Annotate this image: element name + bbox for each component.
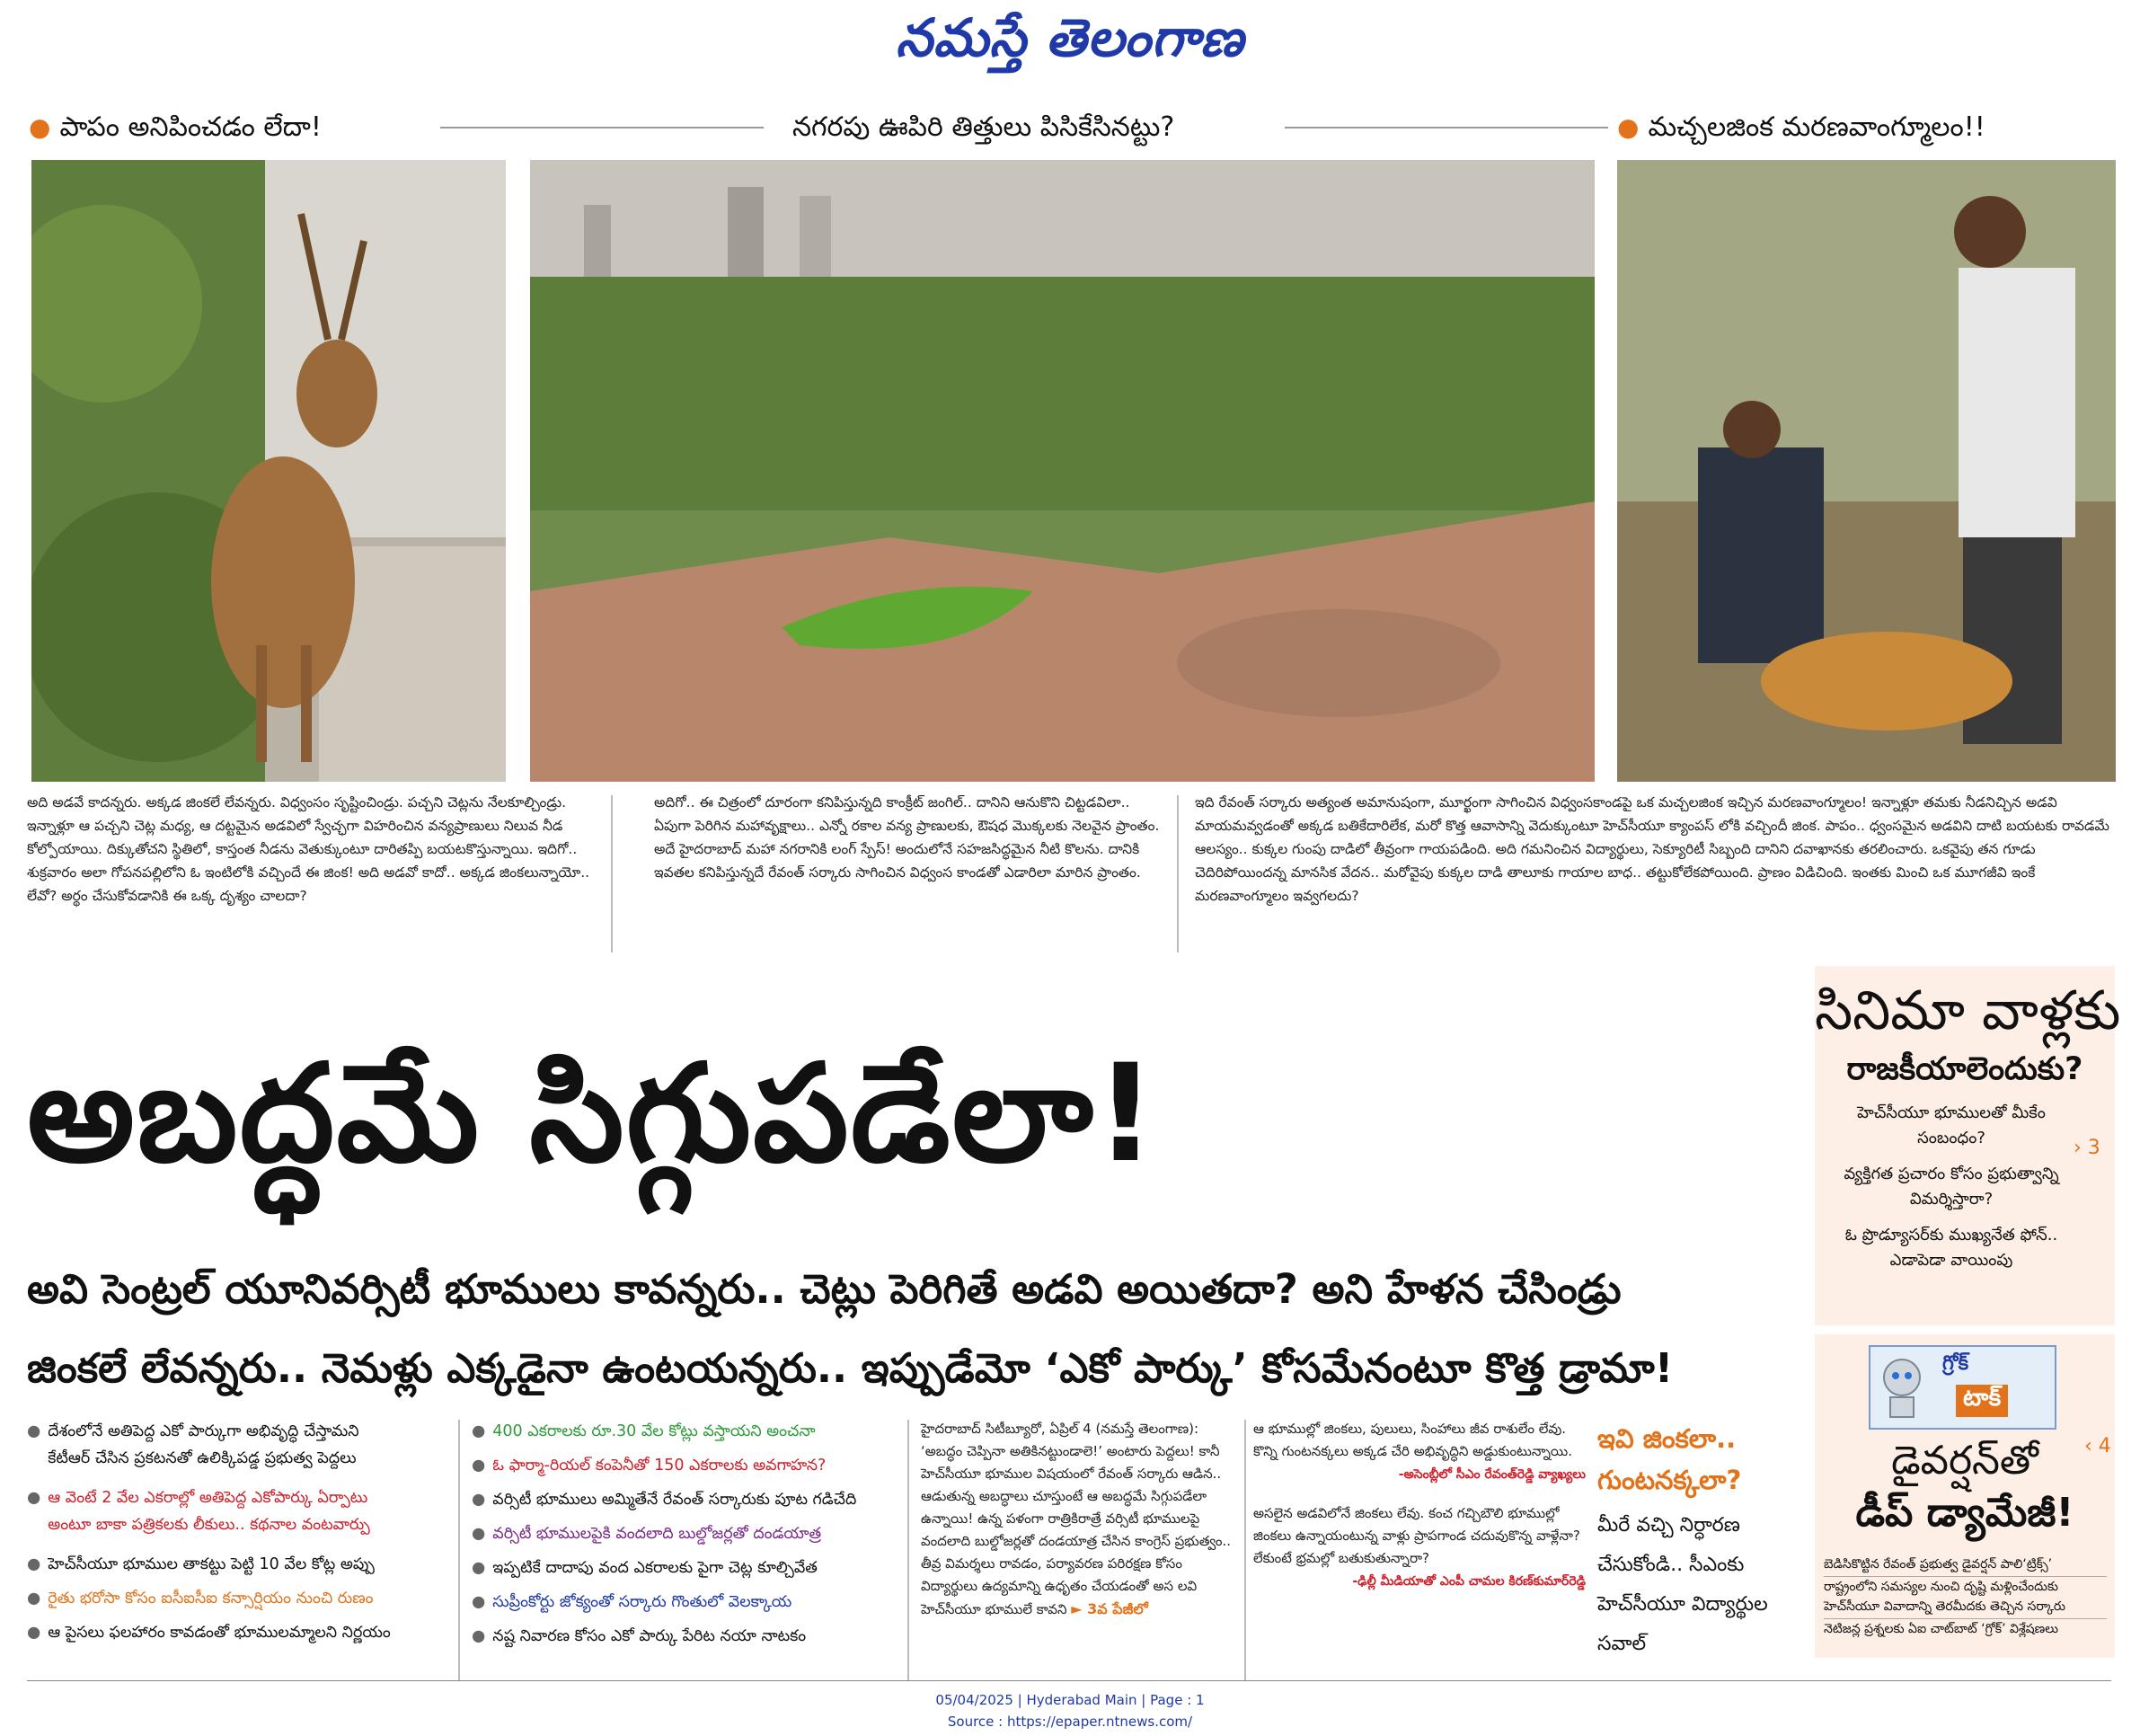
divider [458,1420,460,1680]
list-item [27,1585,463,1612]
masthead [0,0,2140,85]
grok-title-2: డీప్ డ్యామేజీ! [1855,1490,2074,1536]
list-item [27,1551,463,1578]
list-item [472,1452,907,1479]
body-column-1-text: హైదరాబాద్ సిటీబ్యూరో, ఏప్రిల్ 4 (నమస్తే తెలంగాణ): ‘అబద్ధం చెప్పినా అతికినట్టుండాలె!’ అంటారు పెద్దలు! కానీ హెచ్‌సీయూ భూముల విషయంలో రేవంత్ సర్కారు ఆడిన.. ఆడుతున్న అబద్ధాలు చూస్తుంటే ఆ అబద్ధమే సిగ్గుపడేలా ఉన్నాయి! ఉన్న పళంగా రాత్రికిరాత్రే వర్సిటీ భూములపై వందలాది బుల్డోజర్లతో దండయాత్ర చేసిన కాంగ్రెస్ ప్రభుత్వం.. తీవ్ర విమర్శలు రావడం, పర్యావరణ పరిరక్షణ కోసం విద్యార్థులు ఉద్యమాన్ని ఉధృతం చేయడంతో అస లవి హెచ్‌సీయూ భూములే కావని [921,1421,1232,1617]
list-item [472,1623,907,1650]
grok-page-ref[interactable]: ‹ 4 [2084,1435,2111,1457]
sidebar-item: ఓ ప్రొడ్యూసర్‌కు ముఖ్యనేత ఫోన్.. ఎడాపెడా వాయింపు [1844,1226,2058,1270]
sidebar-item: వ్యక్తిగత ప్రచారం కోసం ప్రభుత్వాన్ని విమర్శిస్తారా? [1844,1165,2059,1209]
caption-right: ఇది రేవంత్ సర్కారు అత్యంత అమానుషంగా, మూర్ఖంగా సాగించిన విధ్వంసకాండపై ఒక మచ్చలజింక ఇచ్చిన మరణవాంగ్మూలం! ఇన్నాళ్లూ తమకు నీడనిచ్చిన అడవి మాయమవ్వడంతో అక్కడ బతికేదారిలేక, మరో కొత్త ఆవాసాన్ని వెదుక్కుంటూ హెచ్‌సీయూ క్యాంపస్ లోకి వచ్చిందీ జింక. పాపం.. ధ్వంసమైన అడవిని దాటి బయటకు రావడమే ఆలస్యం.. కుక్కల గుంపు దాడిలో తీవ్రంగా గాయపడింది. అది గమనించిన విద్యార్థులు, సెక్యూరిటీ సిబ్బంది దానిని దవాఖానకు తరలించారు. ఒకవైపు తన గూడు చెదిరిపోయిందన్న మానసిక వేదన.. మరోవైపు కుక్కల దాడి తాలూకు గాయాల బాధ.. తట్టుకోలేకపోయింది. ప్రాణం విడిచింది. ఇంతకు మించి ఒక మూగజీవి ఇంకే మరణవాంగ్మూలం ఇవ్వగలదు? [1195,794,2109,904]
bullet-icon: ● [1617,112,1640,142]
caption-center: అదిగో.. ఈ చిత్రంలో దూరంగా కనిపిస్తున్నది కాంక్రీట్ జంగిల్.. దానిని ఆనుకొని చిట్టడవిలా.. ఏపుగా పెరిగిన మహావృక్షాలు.. ఎన్నో రకాల వన్య ప్రాణులకు, ఔషధ మొక్కలకు నెలవైన ప్రాంతం. అదే హైదరాబాద్ మహా నగరానికి లంగ్ స్పేస్! అందులోనే సహజసిద్ధమైన నీటి కొలను. దానికి ఇవతల కనిపిస్తున్నదే రేవంత్ సర్కారు సాగించిన విధ్వంస కాండతో ఎడారిలా మారిన ప్రాంతం. [654,794,1160,881]
divider [1177,795,1179,952]
bullet-list-left [27,1418,463,1646]
kicker-left [29,110,322,146]
grok-list-item: బెడిసికొట్టిన రేవంత్ ప్రభుత్వ డైవర్షన్ పాలి‘ట్రిక్స్’ [1824,1557,2053,1572]
list-item-text: దేశంలోనే అతిపెద్ద ఎకో పార్కుగా అభివృద్ధి చేస్తామని [48,1422,359,1440]
subhead-2: జింకలే లేవన్నరు.. నెమళ్లు ఎక్కడైనా ఉంటయన్నరు.. ఇప్పుడేమో ‘ఎకో పార్కు’ కోసమేనంటూ కొత్త డ్రామా! [27,1344,1674,1392]
quote-mp-attribution: -ఢిల్లీ మీడియాతో ఎంపీ చామల కిరణ్‌కుమార్‌రెడ్డి [1352,1574,1586,1589]
list-item-text: వర్సిటీ భూములు అమ్మితేనే రేవంత్ సర్కారుకు పూట గడిచేది [492,1491,857,1509]
grok-badge-top: గ్రోక్ [1942,1352,1969,1375]
bullet-icon: ● [472,1457,486,1475]
grok-page-ref-number: 4 [2098,1435,2111,1457]
divider [1244,1420,1246,1680]
body-column-1 [921,1418,1235,1621]
bullet-icon: ● [472,1627,486,1645]
footer-line-1: 05/04/2025 | Hyderabad Main | Page : 1 [935,1692,1205,1708]
grok-badge-bottom: టాక్ [1956,1385,2008,1417]
aerial-forest-photo [530,160,1595,782]
sidebar-page-ref[interactable]: › 3 [2074,1137,2100,1159]
bullet-icon: ● [472,1422,486,1440]
bullet-icon: ● [27,1555,41,1573]
list-item [472,1589,907,1616]
subhead-1: అవి సెంట్రల్ యూనివర్సిటీ భూములు కావన్నరు.. చెట్లు పెరిగితే అడవి అయితదా? అని హేళన చేసిండ్రు [27,1265,1622,1313]
list-item [27,1511,463,1538]
bullet-icon: ● [29,112,51,142]
list-item [472,1418,907,1445]
sidebar-question: రాజకీయాలెందుకు? [1846,1051,2083,1087]
bullet-icon: ● [27,1590,41,1608]
kicker-right-text: మచ్చలజింక మరణవాంగ్మూలం!! [1648,111,1985,143]
kicker-rule-right [1285,127,1608,128]
page-ref-link[interactable]: ► 3వ పేజీలో [1071,1600,1148,1617]
list-item-text: ఇప్పటికే దాదాపు వంద ఎకరాలకు పైగా చెట్ల కూల్చివేత [492,1559,818,1577]
bullet-icon: ● [27,1624,41,1642]
body-column-2 [1253,1418,1586,1593]
kicker-right [1617,110,1985,146]
list-item-text: హెచ్‌సీయూ భూముల తాకట్టు పెట్టి 10 వేల కోట్ల అప్పు [48,1555,375,1573]
grok-list-item: రాష్ట్రంలోని సమస్యల నుంచి దృష్టి మళ్లించేందుకు హెచ్‌సీయూ వివాదాన్ని తెరమీదకు తెచ్చిన సర్కారు [1824,1576,2107,1616]
list-item-text: వర్సిటీ భూములపైకి వందలాది బుల్డోజర్లతో దండయాత్ర [492,1525,822,1543]
grok-title-1: డైవర్షన్‌తో [1891,1438,2038,1484]
list-item [472,1520,907,1547]
divider [907,1420,909,1680]
list-item [472,1486,907,1513]
grok-list [1824,1554,2107,1639]
page-ref-text: 3వ పేజీలో [1087,1600,1148,1617]
sidebar-item: హెచ్‌సీయూ భూములతో మీకేం సంబంధం? [1857,1103,2046,1147]
footer-line-2: Source : https://epaper.ntnews.com/ [947,1714,1193,1730]
footer-rule [27,1680,2111,1681]
kicker-rule-left [440,127,764,128]
bullet-list-middle [472,1418,907,1650]
quote-cm-attribution: -అసెంబ్లీలో సీఎం రేవంత్‌రెడ్డి వ్యాఖ్యలు [1398,1467,1586,1482]
kicker-center [792,110,1174,146]
grok-talk-sidebar [1815,1334,2115,1658]
bullet-icon: ● [27,1489,41,1507]
caption-left: అది అడవే కాదన్నరు. అక్కడ జింకలే లేవన్నరు. విధ్వంసం సృష్టించిండ్రు. పచ్చని చెట్లను నేలకూల్చిండ్రు. ఇన్నాళ్లూ ఆ పచ్చని చెట్ల మధ్య, ఆ దట్టమైన అడవిలో స్వేచ్ఛగా విహరించిన వన్యప్రాణులు నిలువ నీడ కోల్పోయాయి. దిక్కుతోచని స్థితిలో, కాస్తంత నీడను వెతుక్కుంటూ దారితప్పి బయటకొస్తున్నాయి. ఇదిగో.. శుక్రవారం అలా గోపనపల్లిలోని ఓ ఇంటిలోకి వచ్చిందే ఈ జింక! అది అడవో కాదో.. అక్కడ జింకలున్నాయో.. లేవో? అర్థం చేసుకోవడానికి ఈ ఒక్క దృశ్యం చాలదా? [27,794,590,904]
list-item [27,1484,463,1511]
main-headline: అబద్ధమే సిగ్గుపడేలా! [27,1036,1159,1192]
sidebar-page-ref-number: 3 [2087,1137,2100,1159]
list-item [27,1418,463,1445]
list-item [27,1619,463,1646]
list-item-text: సుప్రీంకోర్టు జోక్యంతో సర్కారు గొంతులో వెలక్కాయ [492,1593,792,1611]
list-item-text: ఆ వెంటే 2 వేల ఎకరాల్లో అతిపెద్ద ఎకోపార్కు ఏర్పాటు [48,1489,368,1507]
robot-icon [1878,1356,1927,1419]
cinema-sidebar [1815,966,2121,1325]
bullet-icon: ● [27,1422,41,1440]
list-item-text: కేటీఆర్ చేసిన ప్రకటనతో ఉలిక్కిపడ్డ ప్రభుత్వ పెద్దలు [48,1449,357,1467]
callout-title: ఇవి జింకలా.. గుంటనక్కలా? [1597,1423,1742,1495]
kicker-left-text: పాపం అనిపించడం లేదా! [59,111,322,143]
bullet-icon: ● [472,1559,486,1577]
deer-in-house-photo [31,160,506,782]
masthead-title: నమస్తే తెలంగాణ [896,7,1244,68]
sidebar-title: సినిమా వాళ్లకు [1815,979,2121,1042]
list-item-text: 400 ఎకరాలకు రూ.30 వేల కోట్లు వస్తాయని అంచనా [492,1422,816,1440]
bullet-icon: ● [472,1491,486,1509]
list-item-text: నష్ట నివారణ కోసం ఎకో పార్కు పేరిట నయా నాటకం [492,1627,807,1645]
deer-rescue-photo [1617,160,2116,782]
quote-cm: ఆ భూముల్లో జింకలు, పులులు, సింహాలు జీవ రాశులేం లేవు. కొన్ని గుంటనక్కలు అక్కడ చేరి అభివృద్ధిని అడ్డుకుంటున్నాయి. [1253,1421,1572,1459]
list-item-text: ఆ పైసలు ఫలహారం కావడంతో భూములమ్మాలని నిర్ణయం [48,1624,391,1642]
grok-list-item: నెటిజన్ల ప్రశ్నలకు ఏఐ చాట్‌బాట్ ‘గ్రోక్’ విశ్లేషణలు [1824,1618,2107,1639]
grok-talk-logo [1869,1345,2056,1430]
list-item [472,1554,907,1581]
students-challenge-callout [1597,1418,1786,1664]
list-item [27,1445,463,1472]
bullet-icon: ● [472,1593,486,1611]
divider [611,795,613,952]
list-item-text: రైతు భరోసా కోసం ఐసీఐసీఐ కన్సార్షియం నుంచి రుణం [48,1590,374,1608]
kicker-center-text: నగరపు ఊపిరి తిత్తులు పిసికేసినట్టు? [792,111,1175,143]
list-item-text: ఓ ఫార్మా-రియల్ కంపెనీతో 150 ఎకరాలకు అవగాహన? [492,1457,827,1475]
list-item-text: అంటూ బాకా పత్రికలకు లీకులు.. కథనాల వంటవార్పు [48,1516,370,1534]
bullet-icon: ● [472,1525,486,1543]
quote-mp: అసలైన అడవిలోనే జింకలు లేవు. కంచ గచ్చిబౌలి భూముల్లో జింకలు ఉన్నాయంటున్న వాళ్లు ప్రాపగాండ చదువుకొన్న వాళ్లేనా? లేకుంటే భ్రమల్లో బతుకుతున్నారా? [1253,1505,1580,1566]
callout-text: మీరే వచ్చి నిర్ధారణ చేసుకోండి.. సీఎంకు హెచ్‌సీయూ విద్యార్థుల సవాల్ [1597,1514,1768,1655]
